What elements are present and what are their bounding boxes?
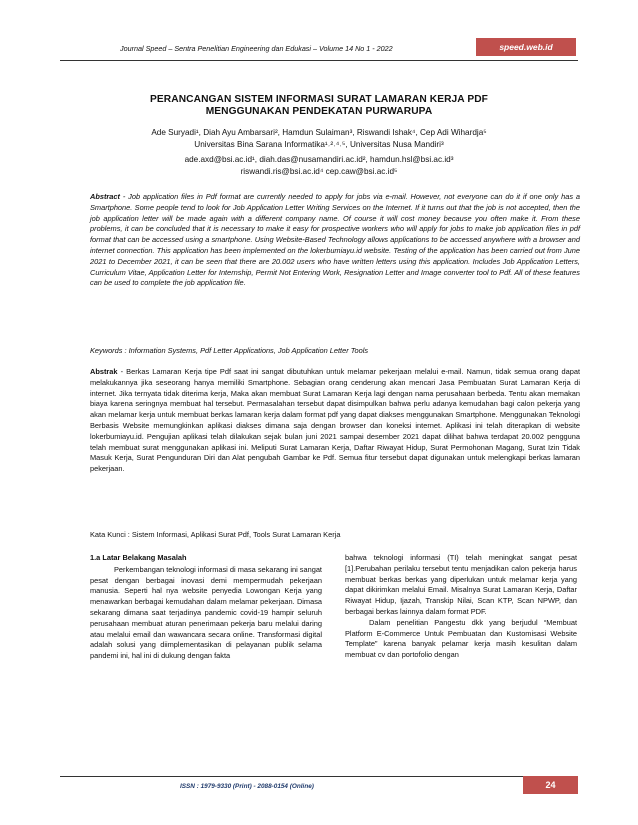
footer-rule [60,776,578,777]
abstract-id-label: Abstrak [90,367,118,376]
body-column-left [90,553,322,662]
paper-title-line-2: MENGGUNAKAN PENDEKATAN PURWARUPA [205,106,433,117]
affiliation: Universitas Bina Sarana Informatika¹˒²˒⁴˒⁵, Universitas Nusa Mandiri³ [194,140,444,149]
abstract-en [90,192,580,289]
abstract-id-text: - Berkas Lamaran Kerja tipe Pdf saat ini sangat dibutuhkan untuk melamar pekerjaan melalui e-mail. Namun, tidak semua orang dapat melakukannya jika seseorang hanya memiliki Smartphone. Sebagian orang cenderung akan mencari Jasa Pembuatan Surat Lamaran Kerja di internet. Jika ternyata tidak diterima kerja, Maka akan membuat Surat Lamaran Kerja lagi dengan nama perusahaan berbeda. Tentu akan memakan biaya karena seringnya membuat hal tersebut. Permasalahan tersebut dapat disimpulkan bahwa perlu adanya kemudahan bagi calon pekerja yang akan melamar kerja untuk membuat berkas lamaran kerja dalam format pdf yang dapat diakses menggunakan Smartphone. Menggunakan Teknologi Berbasis Website memungkinkan aplikasi diakses dimana saja dengan browser dan koneksi internet. Aplikasi ini telah diterapkan di website lokerbumiayu.id. Pengujian aplikasi telah dilakukan sejak bulan juni 2021 sampai desember 2021 dapat dilihat bahwa terdapat 20.002 pengguna telah membuat surat menggunakan aplikasi ini. Meliputi Surat Lamaran Kerja, Daftar Riwayat Hidup, Surat Permohonan Magang, Surat Izin Tidak Masuk Kerja, Surat Pengunduran Diri dan Alat pengubah Gambar ke Pdf. Semua fitur tersebut dapat digunakan untuk melengkapi berkas lamaran pekerjaan. [90,367,580,474]
abstract-en-label: Abstract [90,192,120,201]
body-paragraph: bahwa teknologi informasi (TI) telah meningkat sangat pesat [1].Perubahan perilaku tersebut tentu menjadikan calon pekerja harus membuat berkas berkas yang diperlukan untuk melamar kerja yang dapat dikirimkan melalui Email. Misalnya Surat Lamaran Kerja, Daftar Riwayat Hidup, Ijazah, Transkip Nilai, Scan KTP, Scan NPWP, dan berbagai berkas lainnya dalam format PDF. [345,553,577,616]
issn: ISSN : 1979-9330 (Print) - 2088-0154 (Online) [180,783,314,790]
paper-title-line-1: PERANCANGAN SISTEM INFORMASI SURAT LAMARAN KERJA PDF [150,94,488,105]
emails-line-1: ade.axd@bsi.ac.id¹, diah.das@nusamandiri.ac.id², hamdun.hsl@bsi.ac.id³ [184,155,454,164]
keywords-id: Kata Kunci : Sistem Informasi, Aplikasi Surat Pdf, Tools Surat Lamaran Kerja [90,530,341,539]
abstract-en-text: - Job application files in Pdf format are currently needed to apply for jobs via e-mail. However, not everyone can do it if one only has a Smartphone. Some people tend to look for Job Application Letter Writing Services on the Internet. If it turns out that the job is not accepted, then the job application letter will be made again with a different company name. Of course it will cost money because you often make it. From these problems, it can be concluded that it is necessary to make it easy for prospective workers who will apply for jobs to make job application files in pdf format that can be accessed using a smartphone. Using Website-Based Technology allows applications to be accessed anywhere with a browser and internet connection. This application has been implemented on the lokerbumiayu.id website. Testing of the application has been carried out from June 2021 to December 2021, it can be seen that there are 20.002 users who have written letters using this application. Includes Job Application Letters, Curriculum Vitae, Application Letter for Internship, Permit Not Entering Work, Resignation Letter and Image converter tool to Pdf. All of these features can be used to complete the job application file. [90,192,580,288]
emails-line-2: riswandi.ris@bsi.ac.id⁴ cep.caw@bsi.ac.id⁵ [240,167,398,176]
abstract-id [90,367,580,475]
authors: Ade Suryadi¹, Diah Ayu Ambarsari², Hamdun Sulaiman³, Riswandi Ishak⁴, Cep Adi Wihardja⁵ [151,128,487,137]
body-column-right [345,553,577,661]
body-paragraph: Perkembangan teknologi informasi di masa sekarang ini sangat pesat dengan berbagai inovasi demi mempermudah pekerjaan manusia. Seperti hal nya website penyedia Lowongan Kerja yang menawarkan berbagai kemudahan dalam melamar pekerjaan. Dimasa sekarang dimana saat terjadinya pandemic covid-19 hampir seluruh perusahaan membuat aturan penerimaan pekerja baru melalui daring atau melalui email dan wawancara secara online. Transformasi digital adalah solusi yang diimplementasikan di pelayanan publik selama pandemi ini, hal ini di dukung dengan fakta [90,564,322,661]
header-rule [60,60,578,61]
section-heading: 1.a Latar Belakang Masalah [90,553,187,562]
body-paragraph: Dalam penelitian Pangestu dkk yang berjudul “Membuat Platform E-Commerce Untuk Pembuatan dan Kustomisasi Website Template” karena banyak pelamar kerja masih kesulitan dalam membuat cv dan portofolio dengan [345,617,577,660]
site-badge: speed.web.id [476,38,576,56]
journal-header: Journal Speed – Sentra Penelitian Engineering dan Edukasi – Volume 14 No 1 - 2022 [120,44,393,53]
keywords-en: Keywords : Information Systems, Pdf Letter Applications, Job Application Letter Tools [90,346,369,355]
page-number: 24 [523,776,578,794]
